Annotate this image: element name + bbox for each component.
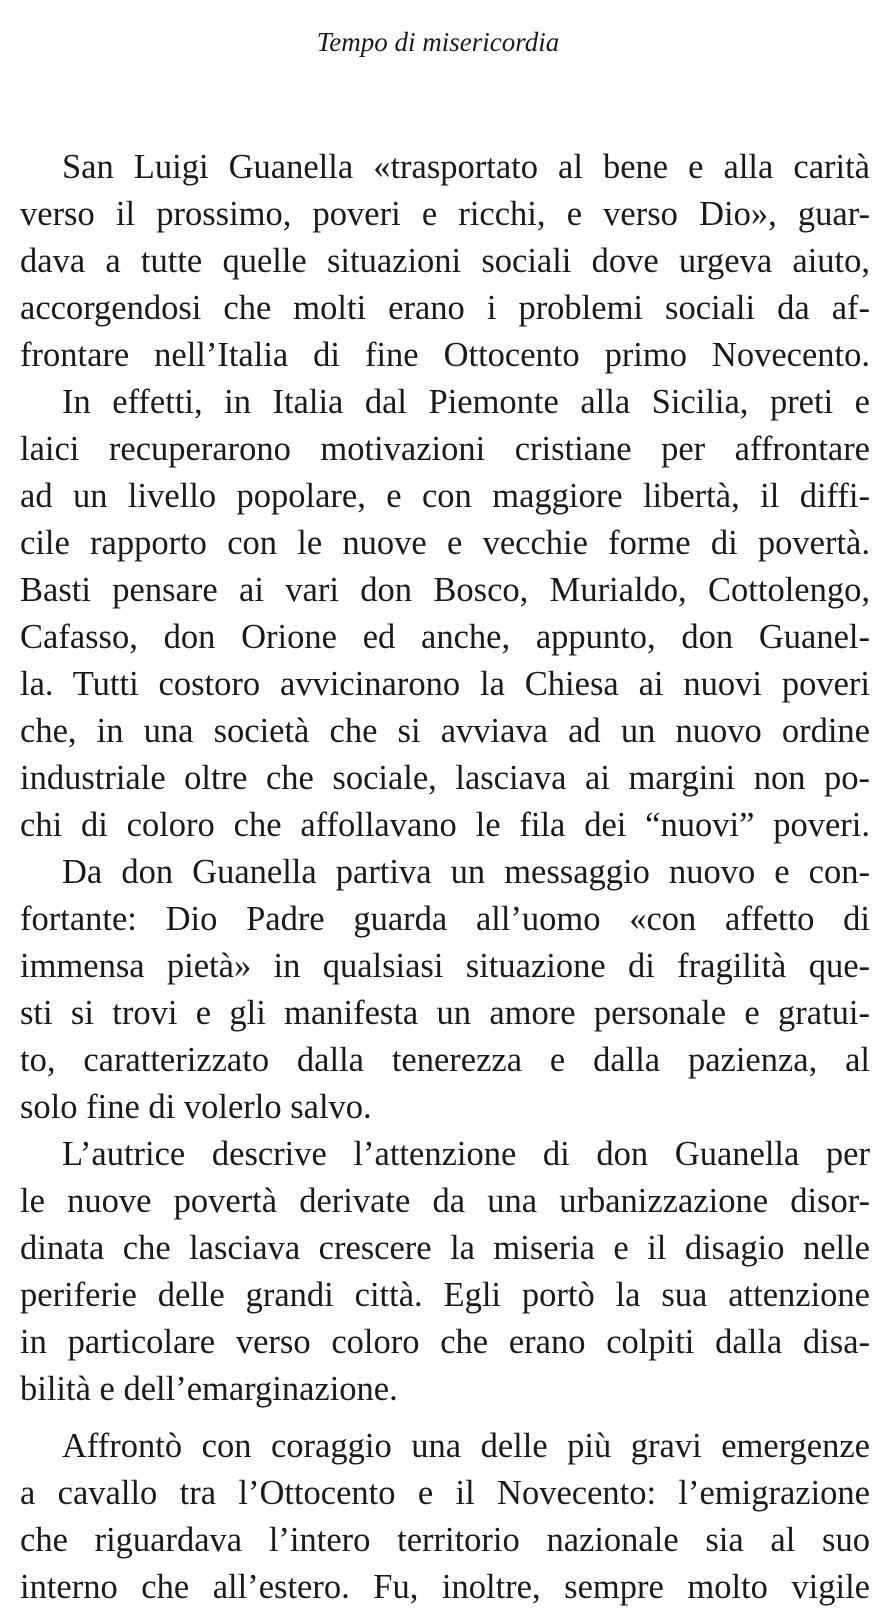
text-line: Affrontò con coraggio una delle più gravi emergenze <box>62 1427 870 1465</box>
text-line: la. Tutti costoro avvicinarono la Chiesa ai nuovi poveri <box>20 665 870 703</box>
text-line: In effetti, in Italia dal Piemonte alla Sicilia, preti e <box>62 383 870 421</box>
text-line: to, caratterizzato dalla tenerezza e dalla pazienza, al <box>20 1041 870 1079</box>
text-line: che, in una società che si avviava ad un nuovo ordine <box>20 712 870 750</box>
text-line: ad un livello popolare, e con maggiore libertà, il diffi- <box>20 477 870 515</box>
text-line: immensa pietà» in qualsiasi situazione di fragilità que- <box>20 947 870 985</box>
paragraph-1 <box>20 144 870 379</box>
text-line: laici recuperarono motivazioni cristiane per affrontare <box>20 430 870 468</box>
text-line: dava a tutte quelle situazioni sociali dove urgeva aiuto, <box>20 242 870 280</box>
text-line: sti si trovi e gli manifesta un amore personale e gratui- <box>20 994 870 1032</box>
text-line: bilità e dell’emarginazione. <box>20 1370 398 1408</box>
text-line: Basti pensare ai vari don Bosco, Murialdo, Cottolengo, <box>20 571 870 609</box>
page-body <box>20 144 870 1611</box>
text-line: in particolare verso coloro che erano colpiti dalla disa- <box>20 1323 870 1361</box>
text-line: che riguardava l’intero territorio nazionale sia al suo <box>20 1521 870 1559</box>
text-line: Da don Guanella partiva un messaggio nuovo e con- <box>62 853 870 891</box>
paragraph-4 <box>20 1131 870 1413</box>
text-line: L’autrice descrive l’attenzione di don Guanella per <box>62 1135 870 1173</box>
text-line: chi di coloro che affollavano le fila dei “nuovi” poveri. <box>20 806 870 844</box>
text-line: solo fine di volerlo salvo. <box>20 1088 372 1126</box>
paragraph-3 <box>20 849 870 1131</box>
text-line: fortante: Dio Padre guarda all’uomo «con affetto di <box>20 900 870 938</box>
text-line: dinata che lasciava crescere la miseria e il disagio nelle <box>20 1229 870 1267</box>
text-line: industriale oltre che sociale, lasciava ai margini non po- <box>20 759 870 797</box>
text-line: interno che all’estero. Fu, inoltre, sempre molto vigile <box>20 1568 870 1606</box>
text-line: a cavallo tra l’Ottocento e il Novecento: l’emigrazione <box>20 1474 870 1512</box>
text-line: San Luigi Guanella «trasportato al bene e alla carità <box>62 148 870 186</box>
text-line: verso il prossimo, poveri e ricchi, e verso Dio», guar- <box>20 195 870 233</box>
text-line: periferie delle grandi città. Egli portò la sua attenzione <box>20 1276 870 1314</box>
running-head: Tempo di misericordia <box>316 27 560 57</box>
text-line: le nuove povertà derivate da una urbanizzazione disor- <box>20 1182 870 1220</box>
text-line: cile rapporto con le nuove e vecchie forme di povertà. <box>20 524 870 562</box>
paragraph-2 <box>20 379 870 849</box>
paragraph-5 <box>20 1423 870 1611</box>
text-line: frontare nell’Italia di fine Ottocento primo Novecento. <box>20 336 870 374</box>
text-line: accorgendosi che molti erano i problemi sociali da af- <box>20 289 870 327</box>
text-line: Cafasso, don Orione ed anche, appunto, don Guanel- <box>20 618 870 656</box>
